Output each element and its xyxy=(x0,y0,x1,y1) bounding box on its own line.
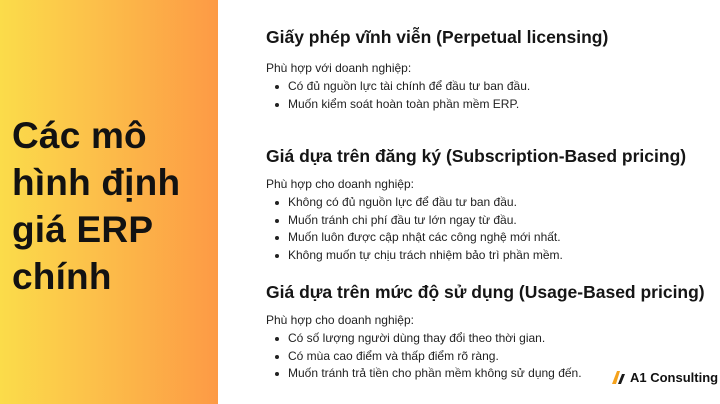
bullet-list xyxy=(266,78,716,113)
bullet-dot-icon xyxy=(275,355,279,359)
list-item: Không có đủ nguồn lực để đầu tư ban đầu. xyxy=(266,194,716,212)
bullet-dot-icon xyxy=(275,85,279,89)
list-item: Có mùa cao điểm và thấp điểm rõ ràng. xyxy=(266,348,716,366)
bullet-dot-icon xyxy=(275,337,279,341)
list-item: Có số lượng người dùng thay đổi theo thời gian. xyxy=(266,330,716,348)
section-title: Giá dựa trên đăng ký (Subscription-Based pricing) xyxy=(266,146,687,166)
section-title: Giấy phép vĩnh viễn (Perpetual licensing) xyxy=(266,27,609,47)
slide-title: Các mô hình định giá ERP chính xyxy=(12,115,181,297)
section-subscription xyxy=(266,145,716,264)
section-intro: Phù hợp cho doanh nghiệp: xyxy=(266,177,414,191)
list-item: Muốn kiểm soát hoàn toàn phần mềm ERP. xyxy=(266,96,716,114)
list-item: Muốn luôn được cập nhật các công nghệ mới nhất. xyxy=(266,229,716,247)
bullet-dot-icon xyxy=(275,201,279,205)
a1-logo-icon xyxy=(612,371,627,384)
bullet-dot-icon xyxy=(275,372,279,376)
bullet-dot-icon xyxy=(275,219,279,223)
list-item: Có đủ nguồn lực tài chính để đầu tư ban đầu. xyxy=(266,78,716,96)
brand-logo xyxy=(612,369,718,385)
brand-name: A1 Consulting xyxy=(630,369,719,385)
section-intro: Phù hợp với doanh nghiệp: xyxy=(266,61,412,75)
bullet-dot-icon xyxy=(275,254,279,258)
list-item: Muốn tránh trả tiền cho phần mềm không sử dụng đến. xyxy=(266,365,716,383)
list-item: Không muốn tự chịu trách nhiệm bảo trì phần mềm. xyxy=(266,247,716,265)
bullet-dot-icon xyxy=(275,236,279,240)
title-panel xyxy=(0,0,218,404)
list-item: Muốn tránh chi phí đầu tư lớn ngay từ đầu. xyxy=(266,212,716,230)
bullet-dot-icon xyxy=(275,103,279,107)
bullet-list xyxy=(266,194,716,264)
section-intro: Phù hợp cho doanh nghiệp: xyxy=(266,313,414,327)
section-title: Giá dựa trên mức độ sử dụng (Usage-Based pricing) xyxy=(266,282,705,302)
section-usage xyxy=(266,281,719,385)
section-perpetual xyxy=(266,26,716,113)
